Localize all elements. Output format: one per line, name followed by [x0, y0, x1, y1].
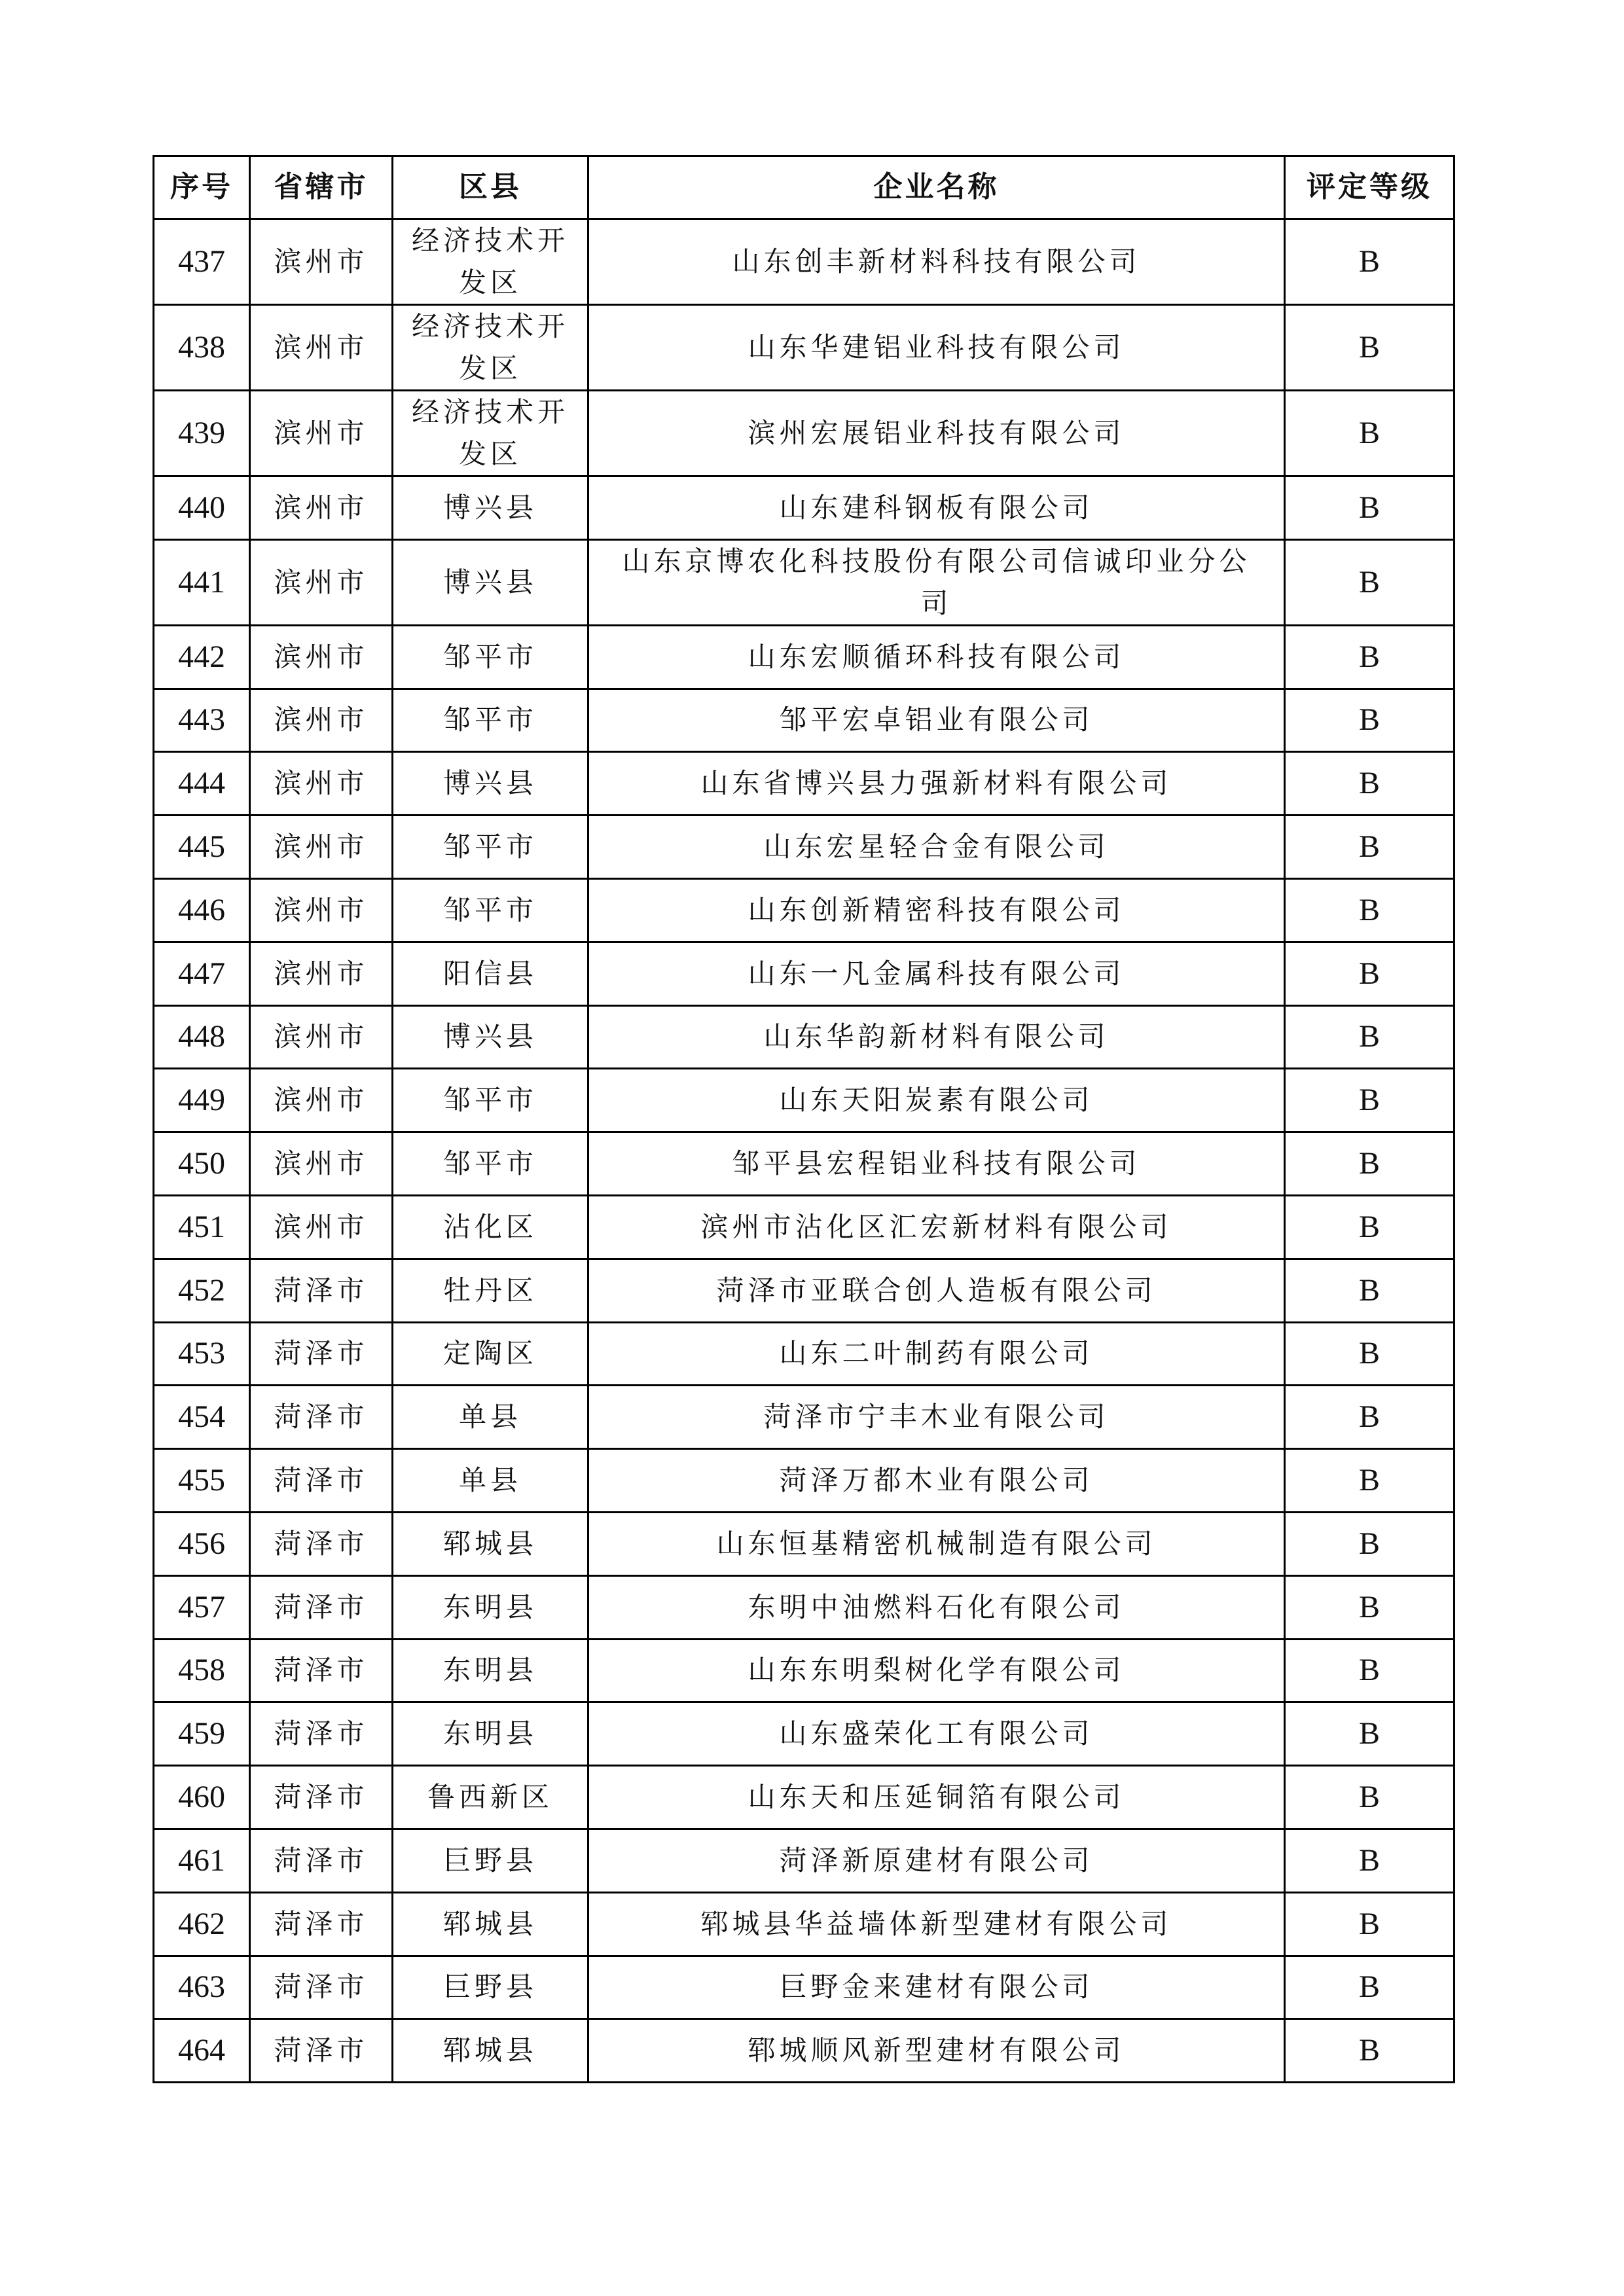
cell-county: 邹平市: [393, 878, 588, 942]
header-index: 序号: [154, 156, 250, 219]
cell-city: 滨州市: [250, 391, 393, 476]
cell-city: 滨州市: [250, 539, 393, 625]
cell-city: 滨州市: [250, 752, 393, 816]
table-row: [154, 1892, 1454, 1956]
cell-county: 鲁西新区: [393, 1766, 588, 1829]
cell-index: 461: [154, 1829, 250, 1892]
table-row: [154, 1322, 1454, 1386]
cell-grade: B: [1285, 1005, 1454, 1069]
cell-grade: B: [1285, 476, 1454, 540]
table-row: [154, 219, 1454, 305]
table-row: [154, 942, 1454, 1005]
table-row: [154, 1449, 1454, 1513]
table-row: [154, 1766, 1454, 1829]
cell-index: 443: [154, 689, 250, 752]
cell-index: 441: [154, 539, 250, 625]
cell-city: 滨州市: [250, 816, 393, 879]
cell-county: 博兴县: [393, 1005, 588, 1069]
cell-company: 东明中油燃料石化有限公司: [588, 1575, 1285, 1639]
cell-grade: B: [1285, 1386, 1454, 1449]
cell-index: 442: [154, 625, 250, 689]
cell-county: 博兴县: [393, 752, 588, 816]
cell-index: 444: [154, 752, 250, 816]
cell-company: 山东一凡金属科技有限公司: [588, 942, 1285, 1005]
cell-county: 东明县: [393, 1575, 588, 1639]
table-row: [154, 1259, 1454, 1322]
table-row: [154, 816, 1454, 879]
cell-company: 邹平宏卓铝业有限公司: [588, 689, 1285, 752]
cell-grade: B: [1285, 1956, 1454, 2019]
cell-county: 郓城县: [393, 1512, 588, 1575]
cell-city: 滨州市: [250, 1005, 393, 1069]
cell-company: 郓城顺风新型建材有限公司: [588, 2019, 1285, 2083]
table-body: [154, 219, 1454, 2083]
table-row: [154, 539, 1454, 625]
cell-county: 巨野县: [393, 1956, 588, 2019]
cell-index: 455: [154, 1449, 250, 1513]
cell-index: 438: [154, 305, 250, 391]
cell-city: 菏泽市: [250, 2019, 393, 2083]
cell-grade: B: [1285, 1702, 1454, 1766]
cell-index: 440: [154, 476, 250, 540]
cell-grade: B: [1285, 1322, 1454, 1386]
header-company: 企业名称: [588, 156, 1285, 219]
cell-county: 邹平市: [393, 1132, 588, 1196]
table-row: [154, 2019, 1454, 2083]
cell-index: 448: [154, 1005, 250, 1069]
cell-city: 菏泽市: [250, 1702, 393, 1766]
cell-city: 滨州市: [250, 1132, 393, 1196]
cell-grade: B: [1285, 1195, 1454, 1259]
cell-company: 邹平县宏程铝业科技有限公司: [588, 1132, 1285, 1196]
cell-company: 菏泽市宁丰木业有限公司: [588, 1386, 1285, 1449]
cell-grade: B: [1285, 1766, 1454, 1829]
cell-city: 滨州市: [250, 1195, 393, 1259]
cell-company: 山东恒基精密机械制造有限公司: [588, 1512, 1285, 1575]
table-row: [154, 878, 1454, 942]
cell-company: 山东宏星轻合金有限公司: [588, 816, 1285, 879]
cell-city: 滨州市: [250, 942, 393, 1005]
table-row: [154, 1069, 1454, 1132]
cell-county: 邹平市: [393, 1069, 588, 1132]
cell-city: 菏泽市: [250, 1639, 393, 1702]
cell-grade: B: [1285, 878, 1454, 942]
cell-county: 郓城县: [393, 2019, 588, 2083]
cell-company: 山东创丰新材料科技有限公司: [588, 219, 1285, 305]
cell-company: 菏泽市亚联合创人造板有限公司: [588, 1259, 1285, 1322]
cell-company: 山东天和压延铜箔有限公司: [588, 1766, 1285, 1829]
cell-city: 菏泽市: [250, 1892, 393, 1956]
cell-county: 巨野县: [393, 1829, 588, 1892]
cell-city: 菏泽市: [250, 1259, 393, 1322]
cell-index: 452: [154, 1259, 250, 1322]
table-row: [154, 1829, 1454, 1892]
cell-city: 菏泽市: [250, 1512, 393, 1575]
cell-company: 菏泽万都木业有限公司: [588, 1449, 1285, 1513]
cell-county: 沾化区: [393, 1195, 588, 1259]
cell-company: 菏泽新原建材有限公司: [588, 1829, 1285, 1892]
cell-county: 经济技术开发区: [393, 391, 588, 476]
cell-grade: B: [1285, 305, 1454, 391]
cell-index: 439: [154, 391, 250, 476]
header-grade: 评定等级: [1285, 156, 1454, 219]
cell-grade: B: [1285, 942, 1454, 1005]
cell-company: 郓城县华益墙体新型建材有限公司: [588, 1892, 1285, 1956]
table-row: [154, 1956, 1454, 2019]
cell-company: 山东二叶制药有限公司: [588, 1322, 1285, 1386]
cell-city: 滨州市: [250, 1069, 393, 1132]
table-row: [154, 391, 1454, 476]
cell-index: 437: [154, 219, 250, 305]
cell-city: 菏泽市: [250, 1322, 393, 1386]
cell-index: 462: [154, 1892, 250, 1956]
table-header-row: [154, 156, 1454, 219]
cell-county: 博兴县: [393, 476, 588, 540]
cell-city: 滨州市: [250, 625, 393, 689]
cell-grade: B: [1285, 752, 1454, 816]
cell-county: 东明县: [393, 1702, 588, 1766]
cell-city: 滨州市: [250, 689, 393, 752]
cell-company: 山东东明梨树化学有限公司: [588, 1639, 1285, 1702]
cell-grade: B: [1285, 1259, 1454, 1322]
table-row: [154, 305, 1454, 391]
cell-county: 单县: [393, 1386, 588, 1449]
cell-index: 456: [154, 1512, 250, 1575]
cell-index: 460: [154, 1766, 250, 1829]
cell-index: 459: [154, 1702, 250, 1766]
cell-county: 单县: [393, 1449, 588, 1513]
cell-index: 447: [154, 942, 250, 1005]
cell-city: 滨州市: [250, 476, 393, 540]
table-row: [154, 752, 1454, 816]
cell-county: 经济技术开发区: [393, 219, 588, 305]
cell-city: 菏泽市: [250, 1829, 393, 1892]
cell-county: 经济技术开发区: [393, 305, 588, 391]
header-county: 区县: [393, 156, 588, 219]
cell-city: 菏泽市: [250, 1386, 393, 1449]
cell-grade: B: [1285, 1575, 1454, 1639]
cell-grade: B: [1285, 539, 1454, 625]
cell-grade: B: [1285, 1132, 1454, 1196]
cell-county: 博兴县: [393, 539, 588, 625]
cell-company: 山东华韵新材料有限公司: [588, 1005, 1285, 1069]
cell-index: 445: [154, 816, 250, 879]
cell-index: 450: [154, 1132, 250, 1196]
cell-grade: B: [1285, 1512, 1454, 1575]
cell-county: 牡丹区: [393, 1259, 588, 1322]
table-row: [154, 689, 1454, 752]
cell-company: 山东天阳炭素有限公司: [588, 1069, 1285, 1132]
cell-city: 菏泽市: [250, 1449, 393, 1513]
cell-index: 464: [154, 2019, 250, 2083]
cell-index: 457: [154, 1575, 250, 1639]
cell-grade: B: [1285, 1639, 1454, 1702]
cell-index: 463: [154, 1956, 250, 2019]
cell-company: 山东创新精密科技有限公司: [588, 878, 1285, 942]
cell-index: 446: [154, 878, 250, 942]
cell-company: 山东省博兴县力强新材料有限公司: [588, 752, 1285, 816]
header-city: 省辖市: [250, 156, 393, 219]
enterprise-rating-table: [153, 155, 1455, 2083]
cell-company: 滨州宏展铝业科技有限公司: [588, 391, 1285, 476]
table-row: [154, 1702, 1454, 1766]
cell-county: 郓城县: [393, 1892, 588, 1956]
cell-city: 菏泽市: [250, 1956, 393, 2019]
cell-city: 菏泽市: [250, 1766, 393, 1829]
cell-city: 滨州市: [250, 305, 393, 391]
cell-company: 巨野金来建材有限公司: [588, 1956, 1285, 2019]
cell-company: 山东宏顺循环科技有限公司: [588, 625, 1285, 689]
cell-index: 454: [154, 1386, 250, 1449]
cell-grade: B: [1285, 1892, 1454, 1956]
table-row: [154, 1195, 1454, 1259]
cell-grade: B: [1285, 816, 1454, 879]
cell-index: 451: [154, 1195, 250, 1259]
cell-grade: B: [1285, 391, 1454, 476]
cell-county: 东明县: [393, 1639, 588, 1702]
cell-county: 邹平市: [393, 689, 588, 752]
cell-grade: B: [1285, 689, 1454, 752]
cell-county: 阳信县: [393, 942, 588, 1005]
table-row: [154, 476, 1454, 540]
cell-company: 山东建科钢板有限公司: [588, 476, 1285, 540]
table-row: [154, 1575, 1454, 1639]
table-row: [154, 1386, 1454, 1449]
table-row: [154, 1639, 1454, 1702]
cell-index: 458: [154, 1639, 250, 1702]
table-row: [154, 1512, 1454, 1575]
cell-company: 滨州市沾化区汇宏新材料有限公司: [588, 1195, 1285, 1259]
cell-county: 定陶区: [393, 1322, 588, 1386]
cell-company: 山东京博农化科技股份有限公司信诚印业分公司: [588, 539, 1285, 625]
table-row: [154, 625, 1454, 689]
cell-grade: B: [1285, 219, 1454, 305]
cell-county: 邹平市: [393, 625, 588, 689]
cell-company: 山东华建铝业科技有限公司: [588, 305, 1285, 391]
table-row: [154, 1132, 1454, 1196]
cell-index: 449: [154, 1069, 250, 1132]
cell-county: 邹平市: [393, 816, 588, 879]
cell-grade: B: [1285, 2019, 1454, 2083]
cell-company: 山东盛荣化工有限公司: [588, 1702, 1285, 1766]
cell-grade: B: [1285, 1069, 1454, 1132]
cell-city: 滨州市: [250, 219, 393, 305]
table-row: [154, 1005, 1454, 1069]
cell-index: 453: [154, 1322, 250, 1386]
cell-grade: B: [1285, 625, 1454, 689]
cell-grade: B: [1285, 1449, 1454, 1513]
cell-city: 滨州市: [250, 878, 393, 942]
cell-city: 菏泽市: [250, 1575, 393, 1639]
cell-grade: B: [1285, 1829, 1454, 1892]
